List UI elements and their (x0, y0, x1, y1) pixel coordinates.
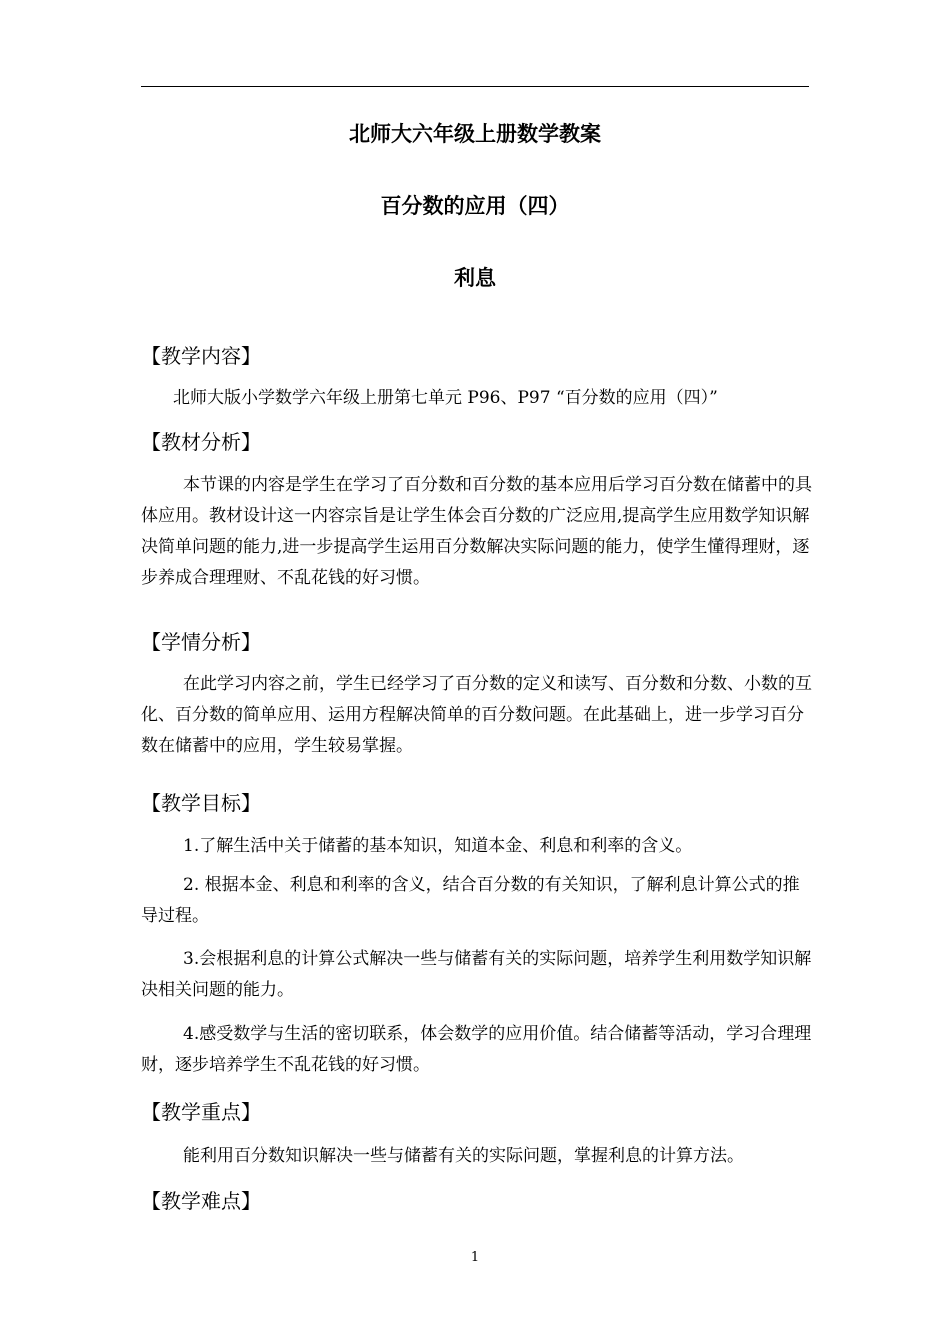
goal-item-3: 3.会根据利息的计算公式解决一些与储蓄有关的实际问题，培养学生利用数学知识解决相关问题的能力。 (141, 949, 812, 1000)
goal-item-2: 2. 根据本金、利息和利率的含义，结合百分数的有关知识，了解利息计算公式的推导过程。 (141, 875, 800, 926)
header-rule (141, 86, 809, 87)
goal-item-4: 4.感受数学与生活的密切联系，体会数学的应用价值。结合储蓄等活动，学习合理理财，逐步培养学生不乱花钱的好习惯。 (141, 1024, 812, 1075)
lesson-title: 百分数的应用（四） (380, 194, 570, 218)
section-heading-content: 【教学内容】 (141, 344, 261, 368)
content-text: 北师大版小学数学六年级上册第七单元 P96、P97 “百分数的应用（四）” (173, 388, 718, 408)
section-heading-difficulty: 【教学难点】 (141, 1189, 261, 1213)
section-heading-material: 【教材分析】 (141, 430, 261, 454)
material-text: 本节课的内容是学生在学习了百分数和百分数的基本应用后学习百分数在储蓄中的具体应用。教材设计这一内容宗旨是让学生体会百分数的广泛应用,提高学生应用数学知识解决简单问题的能力,进一步提高学生运用百分数解决实际问题的能力，使学生懂得理财，逐步养成合理理财、不乱花钱的好习惯。 (141, 475, 812, 588)
lesson-subtitle: 利息 (454, 266, 496, 290)
student-text: 在此学习内容之前，学生已经学习了百分数的定义和读写、百分数和分数、小数的互化、百分数的简单应用、运用方程解决简单的百分数问题。在此基础上，进一步学习百分数在储蓄中的应用，学生较易掌握。 (141, 674, 812, 756)
page-number: 1 (470, 1250, 480, 1265)
section-heading-goals: 【教学目标】 (141, 791, 261, 815)
section-heading-key: 【教学重点】 (141, 1100, 261, 1124)
key-text: 能利用百分数知识解决一些与储蓄有关的实际问题，掌握利息的计算方法。 (183, 1146, 744, 1166)
document-title: 北师大六年级上册数学教案 (349, 122, 601, 146)
goal-item-1: 1.了解生活中关于储蓄的基本知识，知道本金、利息和利率的含义。 (183, 836, 693, 856)
section-heading-student: 【学情分析】 (141, 630, 261, 654)
